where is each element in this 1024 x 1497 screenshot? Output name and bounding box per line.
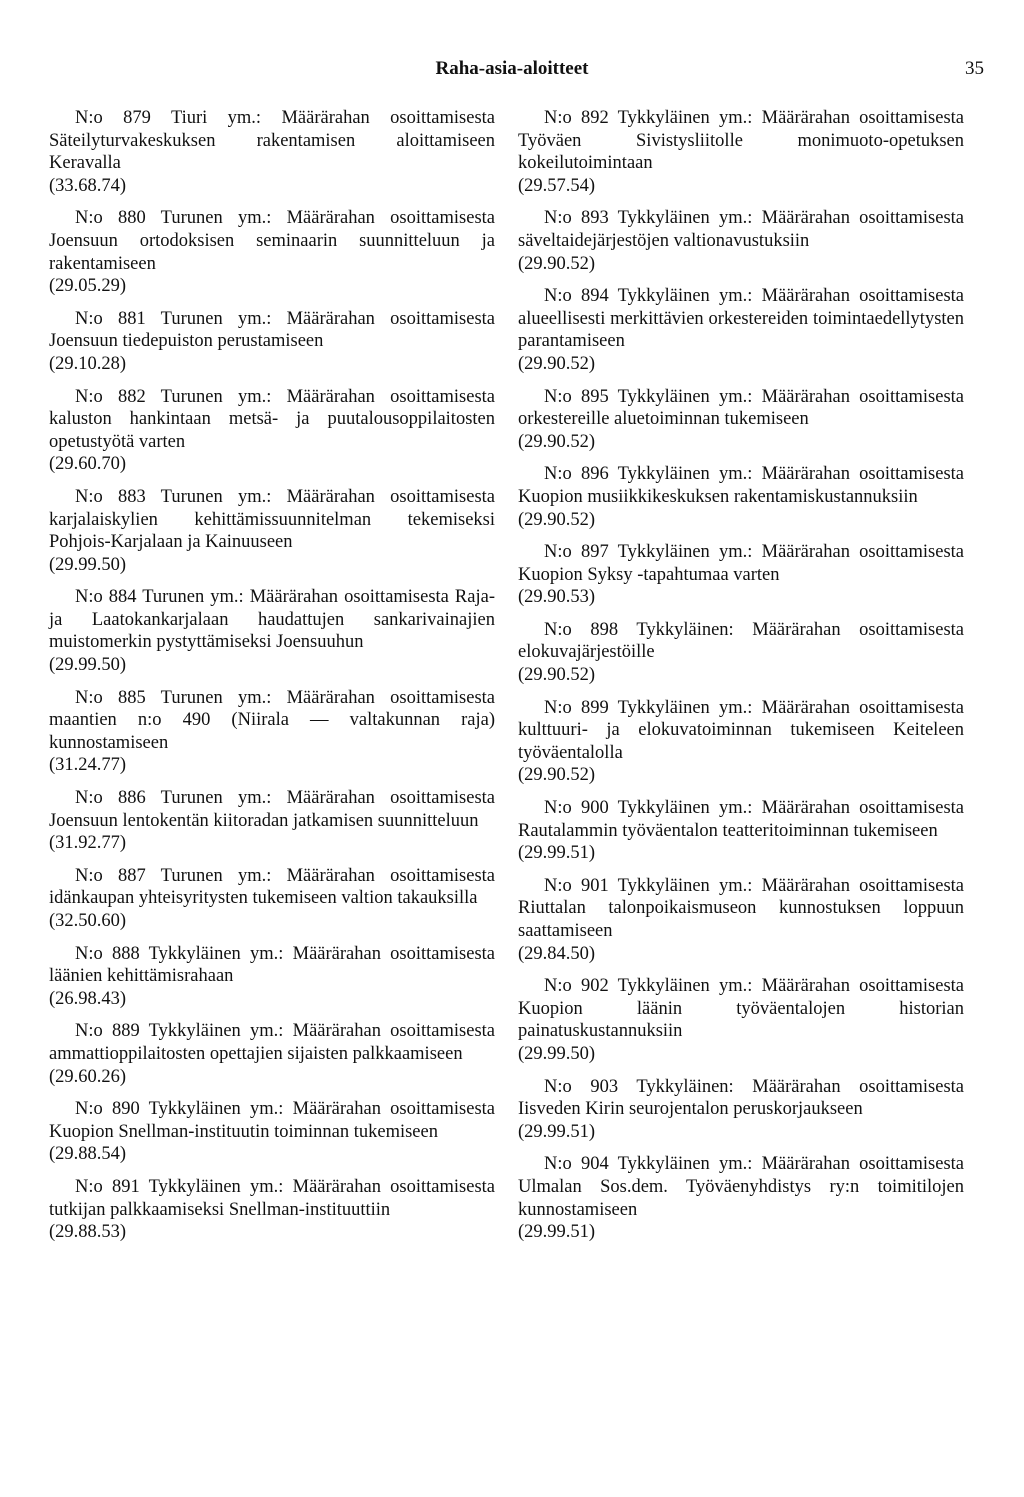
page-number: 35	[965, 58, 984, 79]
entry-text: N:o 885 Turunen ym.: Määrärahan osoittamisesta maantien n:o 490 (Niirala — valtakunnan raja) kunnostamiseen	[49, 687, 495, 753]
entry-reference: (29.90.52)	[518, 665, 596, 686]
entry-reference: (32.50.60)	[49, 911, 127, 931]
list-item	[518, 1076, 964, 1144]
list-item	[518, 975, 964, 1065]
entry-text: N:o 890 Tykkyläinen ym.: Määrärahan osoittamisesta Kuopion Snellman-instituutin toiminnan tukemiseen	[49, 1099, 495, 1142]
list-item	[518, 697, 964, 787]
list-item	[49, 308, 495, 376]
entry-reference: (29.90.52)	[518, 431, 596, 452]
entry-reference: (29.60.26)	[49, 1066, 127, 1087]
list-item	[518, 386, 964, 454]
entry-reference: (31.24.77)	[49, 755, 127, 776]
entry-reference: (29.99.50)	[518, 1043, 596, 1064]
list-item	[518, 463, 964, 531]
entry-reference: (29.90.52)	[518, 253, 596, 274]
entry-text: N:o 899 Tykkyläinen ym.: Määrärahan osoittamisesta kulttuuri- ja elokuvatoiminnan tukemiseen Keiteleen työväentalolla	[518, 697, 964, 763]
entry-text: N:o 894 Tykkyläinen ym.: Määrärahan osoittamisesta alueellisesti merkittävien orkestereiden toimintaedellytysten parantamiseen	[518, 286, 964, 352]
entry-text: N:o 902 Tykkyläinen ym.: Määrärahan osoittamisesta Kuopion läänin työväentalojen historian painatuskustannuksiin	[518, 976, 964, 1042]
entry-text: N:o 881 Turunen ym.: Määrärahan osoittamisesta Joensuun tiedepuiston perustamiseen	[49, 308, 495, 352]
list-item	[49, 943, 495, 1011]
entry-reference: (29.90.52)	[518, 353, 596, 374]
list-item	[49, 1098, 495, 1166]
list-item	[49, 1176, 495, 1244]
entry-text: N:o 886 Turunen ym.: Määrärahan osoittamisesta Joensuun lentokentän kiitoradan jatkamisen suunnitteluun	[49, 788, 495, 831]
entry-reference: (31.92.77)	[49, 833, 127, 854]
entry-reference: (29.99.51)	[518, 1121, 596, 1142]
entry-reference: (29.90.53)	[518, 587, 596, 608]
entry-reference: (29.99.51)	[518, 843, 596, 864]
list-item	[518, 619, 964, 687]
entry-text: N:o 882 Turunen ym.: Määrärahan osoittamisesta kaluston hankintaan metsä- ja puutalousoppilaitosten opetustyötä varten	[49, 386, 495, 452]
list-item	[49, 787, 495, 855]
list-item	[518, 875, 964, 965]
left-column	[49, 107, 495, 1254]
entry-reference: (29.57.54)	[518, 175, 596, 196]
entry-reference: (29.99.50)	[49, 554, 127, 575]
entry-text: N:o 900 Tykkyläinen ym.: Määrärahan osoittamisesta Rautalammin työväentalon teatteritoiminnan tukemiseen	[518, 798, 964, 841]
list-item	[49, 386, 495, 476]
list-item	[518, 1153, 964, 1243]
entry-text: N:o 892 Tykkyläinen ym.: Määrärahan osoittamisesta Työväen Sivistysliitolle monimuoto-opetuksen kokeilutoimintaan	[518, 108, 964, 174]
entry-text: N:o 887 Turunen ym.: Määrärahan osoittamisesta idänkaupan yhteisyritysten tukemiseen valtion takauksilla	[49, 865, 495, 909]
entry-text: N:o 895 Tykkyläinen ym.: Määrärahan osoittamisesta orkestereille aluetoiminnan tukemiseen	[518, 386, 964, 430]
entry-text: N:o 884 Turunen ym.: Määrärahan osoittamisesta Raja- ja Laatokankarjalaan haudattujen sankarivainajien muistomerkin pystyttämiseksi Joensuuhun	[49, 587, 495, 653]
entry-text: N:o 897 Tykkyläinen ym.: Määrärahan osoittamisesta Kuopion Syksy -tapahtumaa varten	[518, 542, 964, 585]
entry-text: N:o 879 Tiuri ym.: Määrärahan osoittamisesta Säteilyturvakeskuksen rakentamisen aloittamiseen Keravalla	[49, 108, 495, 174]
entry-reference: (29.90.52)	[518, 765, 596, 786]
entry-text: N:o 880 Turunen ym.: Määrärahan osoittamisesta Joensuun ortodoksisen seminaarin suunnitteluun ja rakentamiseen	[49, 208, 495, 274]
entry-reference: (29.90.52)	[518, 509, 596, 530]
list-item	[518, 107, 964, 197]
list-item	[49, 687, 495, 777]
entry-text: N:o 904 Tykkyläinen ym.: Määrärahan osoittamisesta Ulmalan Sos.dem. Työväenyhdistys ry:n toimitilojen kunnostamiseen	[518, 1154, 964, 1220]
entry-reference: (29.10.28)	[49, 353, 127, 374]
entry-text: N:o 889 Tykkyläinen ym.: Määrärahan osoittamisesta ammattioppilaitosten opettajien sijaisten palkkaamiseen	[49, 1021, 495, 1064]
list-item	[49, 1020, 495, 1088]
entry-text: N:o 901 Tykkyläinen ym.: Määrärahan osoittamisesta Riuttalan talonpoikaismuseon kunnostuksen loppuun saattamiseen	[518, 875, 964, 941]
list-item	[49, 207, 495, 297]
entry-text: N:o 893 Tykkyläinen ym.: Määrärahan osoittamisesta säveltaidejärjestöjen valtionavustuksiin	[518, 208, 964, 251]
entry-reference: (26.98.43)	[49, 988, 127, 1009]
entry-reference: (29.88.54)	[49, 1144, 127, 1165]
list-item	[49, 586, 495, 676]
list-item	[518, 797, 964, 865]
list-item	[518, 207, 964, 275]
entry-text: N:o 888 Tykkyläinen ym.: Määrärahan osoittamisesta läänien kehittämisrahaan	[49, 943, 495, 987]
entry-reference: (29.05.29)	[49, 276, 127, 297]
entry-reference: (29.99.50)	[49, 655, 127, 676]
running-header	[40, 58, 984, 88]
entry-text: N:o 891 Tykkyläinen ym.: Määrärahan osoittamisesta tutkijan palkkaamiseksi Snellman-instituuttiin	[49, 1176, 495, 1220]
list-item	[518, 541, 964, 609]
entry-reference: (33.68.74)	[49, 175, 127, 196]
entry-reference: (29.88.53)	[49, 1222, 127, 1243]
entry-text: N:o 903 Tykkyläinen: Määrärahan osoittamisesta Iisveden Kirin seurojentalon peruskorjaukseen	[518, 1076, 964, 1120]
entry-reference: (29.84.50)	[518, 943, 596, 964]
list-item	[49, 107, 495, 197]
list-item	[49, 865, 495, 933]
list-item	[49, 486, 495, 576]
entry-text: N:o 898 Tykkyläinen: Määrärahan osoittamisesta elokuvajärjestöille	[518, 619, 964, 663]
right-column	[518, 107, 964, 1254]
list-item	[518, 285, 964, 375]
entry-reference: (29.99.51)	[518, 1222, 596, 1243]
running-title: Raha-asia-aloitteet	[435, 58, 589, 79]
entry-reference: (29.60.70)	[49, 454, 127, 475]
entry-text: N:o 896 Tykkyläinen ym.: Määrärahan osoittamisesta Kuopion musiikkikeskuksen rakentamiskustannuksiin	[518, 464, 964, 507]
entry-text: N:o 883 Turunen ym.: Määrärahan osoittamisesta karjalaiskylien kehittämissuunnitelman tekemiseksi Pohjois-Karjalaan ja Kainuuseen	[49, 486, 495, 553]
